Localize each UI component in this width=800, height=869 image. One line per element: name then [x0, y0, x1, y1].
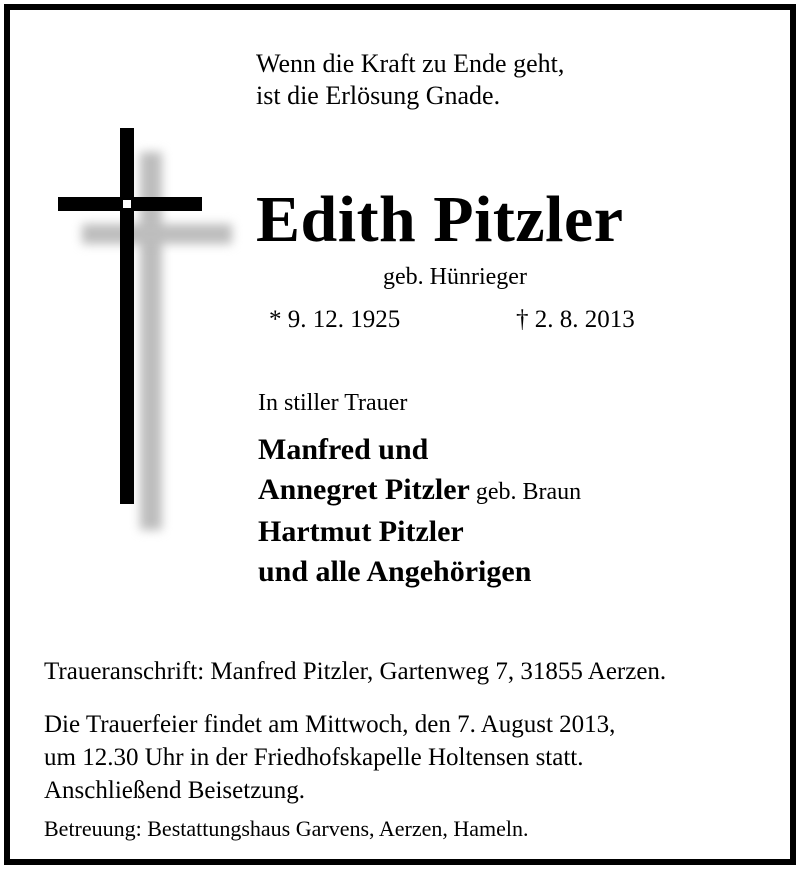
mourner-row	[258, 430, 581, 470]
ceremony-line-1: Die Trauerfeier findet am Mittwoch, den 7. August 2013,	[44, 711, 616, 738]
mourner-name: Manfred und	[258, 433, 429, 466]
mourners-list	[258, 430, 581, 592]
cross-beam-vertical	[120, 128, 134, 504]
funeral-home-credit: Betreuung: Bestattungshaus Garvens, Aerzen, Hameln.	[44, 816, 529, 841]
cross-icon	[58, 128, 238, 548]
mourner-row	[258, 552, 581, 592]
mourner-name: und alle Angehörigen	[258, 555, 532, 588]
death-date: † 2. 8. 2013	[516, 306, 635, 333]
birth-date: * 9. 12. 1925	[269, 306, 401, 333]
mourner-name: Hartmut Pitzler	[258, 515, 464, 548]
mourner-name: Annegret Pitzler	[258, 473, 470, 506]
motto-line-2: ist die Erlösung Gnade.	[256, 81, 501, 110]
mourner-row	[258, 470, 581, 512]
mourning-intro: In stiller Trauer	[258, 390, 408, 416]
mourner-note: geb. Braun	[469, 479, 582, 505]
deceased-birth-name: geb. Hünrieger	[383, 264, 527, 290]
mourning-address: Traueranschrift: Manfred Pitzler, Gartenweg 7, 31855 Aerzen.	[44, 658, 667, 685]
ceremony-line-3: Anschließend Beisetzung.	[44, 777, 306, 804]
ceremony-line-2: um 12.30 Uhr in der Friedhofskapelle Holtensen statt.	[44, 744, 584, 771]
motto-line-1: Wenn die Kraft zu Ende geht,	[256, 49, 565, 78]
deceased-name: Edith Pitzler	[256, 183, 624, 256]
obituary-frame	[4, 4, 796, 865]
cross-shadow-horizontal	[82, 224, 232, 244]
ceremony-details	[44, 708, 615, 807]
cross-center-dot	[123, 200, 131, 208]
mourner-row	[258, 512, 581, 552]
motto-quote	[256, 48, 564, 112]
